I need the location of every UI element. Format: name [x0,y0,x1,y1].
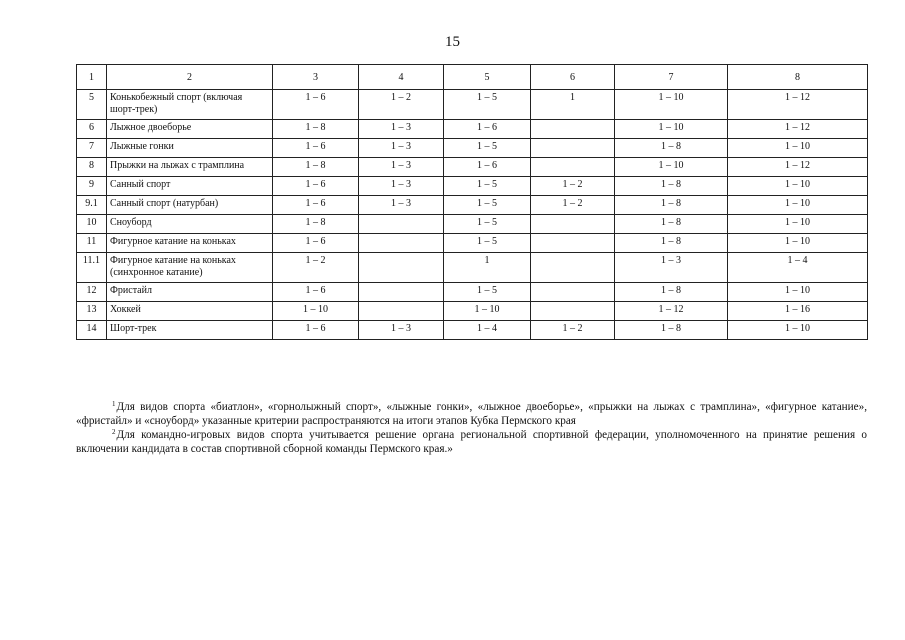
column-header: 7 [615,65,728,90]
column-header: 2 [107,65,273,90]
sport-name-cell: Санный спорт (натурбан) [107,196,273,215]
criteria-cell: 1 – 5 [444,283,531,302]
table-header-row [77,65,868,90]
column-header: 4 [359,65,444,90]
sport-name-cell: Фигурное катание на коньках [107,234,273,253]
row-number-cell: 13 [77,302,107,321]
criteria-cell [359,215,444,234]
criteria-cell: 1 – 6 [273,321,359,340]
criteria-cell [359,253,444,283]
row-number-cell: 11 [77,234,107,253]
table-row [77,90,868,120]
sports-criteria-table [76,64,868,340]
column-header: 1 [77,65,107,90]
row-number-cell: 5 [77,90,107,120]
criteria-cell: 1 – 4 [728,253,868,283]
criteria-cell: 1 – 6 [444,120,531,139]
row-number-cell: 6 [77,120,107,139]
criteria-cell: 1 – 8 [615,139,728,158]
criteria-cell: 1 – 12 [728,120,868,139]
sport-name-cell: Санный спорт [107,177,273,196]
table-row [77,158,868,177]
sport-name-cell: Конькобежный спорт (включая шорт-трек) [107,90,273,120]
sport-name-cell: Лыжные гонки [107,139,273,158]
table-row [77,120,868,139]
criteria-cell: 1 – 10 [615,158,728,177]
sport-name-cell: Фигурное катание на коньках (синхронное катание) [107,253,273,283]
row-number-cell: 14 [77,321,107,340]
footnote-text: Для командно-игровых видов спорта учитывается решение органа региональной спортивной федерации, уполномоченного на принятие решения о включении кандидата в состав спортивной сборной команды Пермского края.» [76,429,867,455]
criteria-cell: 1 – 10 [728,139,868,158]
criteria-cell: 1 – 6 [273,283,359,302]
criteria-cell [359,283,444,302]
criteria-cell: 1 – 6 [273,90,359,120]
row-number-cell: 11.1 [77,253,107,283]
criteria-cell: 1 – 12 [728,90,868,120]
row-number-cell: 7 [77,139,107,158]
criteria-cell: 1 – 5 [444,139,531,158]
table-row [77,302,868,321]
table-body [77,65,868,340]
criteria-cell: 1 – 2 [531,177,615,196]
footnote-mark: 2 [112,428,116,436]
criteria-cell: 1 – 8 [273,215,359,234]
criteria-cell: 1 – 6 [273,196,359,215]
table-row [77,234,868,253]
column-header: 5 [444,65,531,90]
footnotes [76,400,867,456]
criteria-cell: 1 – 2 [273,253,359,283]
criteria-cell: 1 – 3 [359,120,444,139]
criteria-cell: 1 – 10 [728,283,868,302]
criteria-cell: 1 – 8 [615,177,728,196]
criteria-cell: 1 – 2 [531,321,615,340]
sport-name-cell: Лыжное двоеборье [107,120,273,139]
criteria-cell: 1 – 10 [728,234,868,253]
criteria-cell: 1 – 10 [615,120,728,139]
table-row [77,283,868,302]
table-row [77,196,868,215]
criteria-cell: 1 – 8 [615,234,728,253]
criteria-cell [531,139,615,158]
criteria-cell [531,253,615,283]
column-header: 3 [273,65,359,90]
row-number-cell: 9.1 [77,196,107,215]
column-header: 6 [531,65,615,90]
criteria-cell: 1 – 2 [359,90,444,120]
table-row [77,139,868,158]
criteria-cell: 1 – 3 [359,177,444,196]
sport-name-cell: Прыжки на лыжах с трамплина [107,158,273,177]
criteria-cell: 1 – 8 [615,283,728,302]
criteria-cell: 1 – 8 [615,196,728,215]
criteria-cell: 1 – 10 [728,215,868,234]
row-number-cell: 12 [77,283,107,302]
footnote [76,428,867,456]
criteria-cell: 1 – 5 [444,234,531,253]
column-header: 8 [728,65,868,90]
criteria-cell: 1 – 8 [273,158,359,177]
footnote-mark: 1 [112,400,116,408]
criteria-cell [531,215,615,234]
criteria-cell: 1 – 5 [444,90,531,120]
sport-name-cell: Шорт-трек [107,321,273,340]
criteria-cell: 1 – 8 [615,215,728,234]
criteria-cell: 1 – 3 [359,158,444,177]
footnote-text: Для видов спорта «биатлон», «горнолыжный спорт», «лыжные гонки», «лыжное двоеборье», «прыжки на лыжах с трамплина», «фигурное катание», «фристайл» и «сноуборд» указанные критерии распространяются на итоги этапов Кубка Пермского края [76,401,867,427]
criteria-cell: 1 – 8 [273,120,359,139]
criteria-cell: 1 – 3 [359,139,444,158]
table-row [77,177,868,196]
row-number-cell: 8 [77,158,107,177]
criteria-cell: 1 – 10 [728,321,868,340]
criteria-cell [359,302,444,321]
criteria-cell: 1 – 16 [728,302,868,321]
criteria-cell: 1 – 10 [273,302,359,321]
criteria-cell: 1 – 6 [273,139,359,158]
criteria-cell: 1 – 10 [728,177,868,196]
criteria-cell: 1 – 5 [444,196,531,215]
criteria-cell: 1 – 3 [615,253,728,283]
sport-name-cell: Хоккей [107,302,273,321]
footnote [76,400,867,428]
criteria-cell: 1 – 5 [444,177,531,196]
row-number-cell: 10 [77,215,107,234]
sport-name-cell: Сноуборд [107,215,273,234]
criteria-cell: 1 – 6 [273,177,359,196]
criteria-cell: 1 – 6 [273,234,359,253]
criteria-cell: 1 – 4 [444,321,531,340]
criteria-cell: 1 [444,253,531,283]
page-number: 15 [445,34,460,50]
criteria-cell [531,158,615,177]
table-row [77,321,868,340]
criteria-cell [531,120,615,139]
criteria-cell [531,234,615,253]
criteria-cell: 1 – 10 [728,196,868,215]
criteria-cell: 1 – 6 [444,158,531,177]
row-number-cell: 9 [77,177,107,196]
criteria-cell: 1 – 12 [615,302,728,321]
criteria-cell: 1 – 3 [359,196,444,215]
criteria-cell [359,234,444,253]
table-row [77,253,868,283]
criteria-cell: 1 – 5 [444,215,531,234]
criteria-cell [531,283,615,302]
criteria-cell [531,302,615,321]
criteria-cell: 1 – 2 [531,196,615,215]
criteria-cell: 1 – 8 [615,321,728,340]
criteria-cell: 1 – 10 [444,302,531,321]
criteria-cell: 1 – 10 [615,90,728,120]
criteria-cell: 1 [531,90,615,120]
table-row [77,215,868,234]
sport-name-cell: Фристайл [107,283,273,302]
criteria-cell: 1 – 3 [359,321,444,340]
criteria-cell: 1 – 12 [728,158,868,177]
